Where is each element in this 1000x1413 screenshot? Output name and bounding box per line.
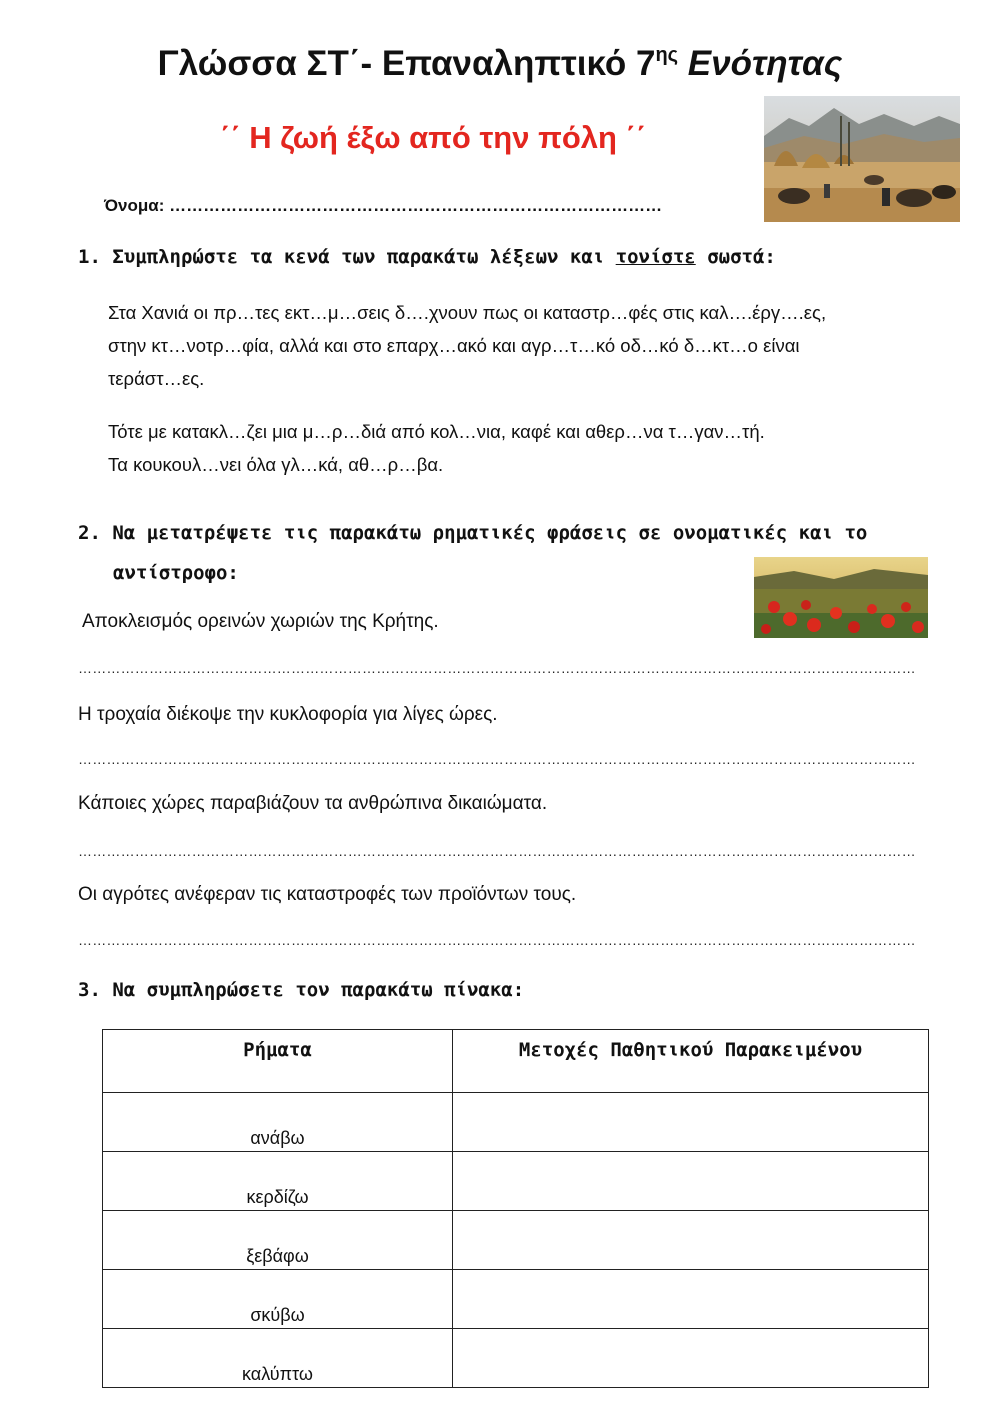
page-subtitle: ΄΄ Η ζωή έξω από την πόλη ΄΄: [220, 120, 647, 155]
paragraph-1-line: στην κτ…νοτρ…φία, αλλά και στο επαρχ…ακό και αγρ…τ…κό οδ…κό δ…κτ…ο είναι: [108, 335, 800, 356]
question-1-underlined-word: τονίστε: [615, 246, 696, 268]
title-italic: Ενότητας: [687, 44, 843, 83]
participle-answer-cell[interactable]: [453, 1211, 929, 1270]
answer-line-2[interactable]: ……………………………………………………………………………………………………………………………………………………………: [78, 751, 916, 767]
exercise-paragraph-2: [108, 415, 765, 481]
paragraph-2-line: Τα κουκουλ…νει όλα γλ…κά, αθ…ρ…βα.: [108, 454, 444, 475]
question-2-heading: [78, 522, 867, 544]
sentence-3: Κάποιες χώρες παραβιάζουν τα ανθρώπινα δικαιώματα.: [78, 793, 548, 814]
sentence-2: Η τροχαία διέκοψε την κυκλοφορία για λίγες ώρες.: [78, 704, 498, 725]
column-header-verbs: Ρήματα: [103, 1030, 453, 1093]
verb-cell: σκύβω: [103, 1270, 453, 1329]
question-3-heading: [78, 979, 524, 1001]
title-superscript: ης: [655, 44, 679, 66]
answer-line-4[interactable]: ……………………………………………………………………………………………………………………………………………………………: [78, 932, 916, 948]
table-row: [103, 1093, 929, 1152]
verbs-table: [102, 1029, 929, 1388]
answer-line-1[interactable]: ……………………………………………………………………………………………………………………………………………………………: [78, 660, 916, 676]
paragraph-2-line: Τότε με κατακλ…ζει μια μ…ρ…διά από κολ…νια, καφέ και αθερ…να τ…γαν…τή.: [108, 421, 765, 442]
verb-cell: ξεβάφω: [103, 1211, 453, 1270]
participle-answer-cell[interactable]: [453, 1093, 929, 1152]
paragraph-1-line: τεράστ…ες.: [108, 368, 205, 389]
verb-cell: καλύπτω: [103, 1329, 453, 1388]
table-row: [103, 1211, 929, 1270]
question-1-heading: [78, 246, 776, 268]
table-row: [103, 1152, 929, 1211]
title-main: Γλώσσα ΣΤ΄- Επαναληπτικό 7: [157, 44, 656, 83]
countryside-painting-image: [764, 96, 960, 222]
participle-answer-cell[interactable]: [453, 1329, 929, 1388]
sentence-4: Οι αγρότες ανέφεραν τις καταστροφές των προϊόντων τους.: [78, 884, 577, 905]
participle-answer-cell[interactable]: [453, 1270, 929, 1329]
page-title: [0, 44, 1000, 84]
question-1-number: 1.: [78, 246, 101, 268]
question-2-line-1: Να μετατρέψετε τις παρακάτω ρηματικές φράσεις σε ονοματικές και το: [112, 522, 868, 544]
participle-answer-cell[interactable]: [453, 1152, 929, 1211]
question-3-text: Να συμπληρώσετε τον παρακάτω πίνακα:: [112, 979, 525, 1001]
exercise-paragraph-1: [108, 296, 826, 395]
question-1-text-a: Συμπληρώστε τα κενά των παρακάτω λέξεων και: [112, 246, 616, 268]
table-row: [103, 1329, 929, 1388]
column-header-participles: Μετοχές Παθητικού Παρακειμένου: [453, 1030, 929, 1093]
poppy-field-image: [754, 557, 928, 638]
question-2-line-2: αντίστροφο:: [113, 562, 239, 584]
table-row: [103, 1270, 929, 1329]
verb-cell: κερδίζω: [103, 1152, 453, 1211]
name-field-label: Όνομα: ……………………………………………………………………………: [104, 196, 663, 215]
paragraph-1-line: Στα Χανιά οι πρ…τες εκτ…μ…σεις δ….χνουν πως οι καταστρ…φές στις καλ….έργ….ες,: [108, 302, 827, 323]
table-header-row: [103, 1030, 929, 1093]
answer-line-3[interactable]: ……………………………………………………………………………………………………………………………………………………………: [78, 843, 916, 859]
verb-cell: ανάβω: [103, 1093, 453, 1152]
question-3-number: 3.: [78, 979, 101, 1001]
question-2-number: 2.: [78, 522, 101, 544]
question-1-text-b: σωστά:: [695, 246, 776, 268]
sentence-1: Αποκλεισμός ορεινών χωριών της Κρήτης.: [82, 611, 439, 632]
